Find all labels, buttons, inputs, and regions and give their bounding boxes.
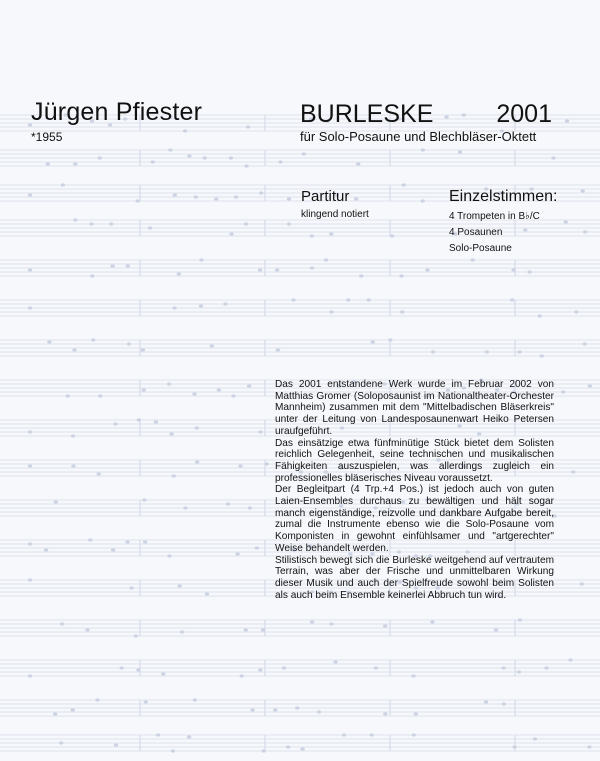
note-head [226,502,230,505]
note-head [273,708,277,711]
note-head [458,150,462,153]
note-head [91,338,95,341]
note-head [502,702,506,705]
note-head [302,152,306,155]
note-head [401,183,405,186]
note-head [113,422,117,425]
note-head [178,584,182,587]
note-head [399,274,403,277]
note-head [95,698,99,701]
description-paragraph: Der Begleitpart (4 Trp.+4 Pos.) ist jedoch auch von guten Laien-Ensembles durchaus zu bewältigen und hält sogar manch eigenständige, reizvolle und dankbare Aufgabe bereit, zumal die Instrumente ebenso wie die Solo-Posaune vom Komponisten in gewohnt einfühlsamer und "artgerechter" Weise behandelt werden. [275,484,554,554]
note-head [374,666,378,669]
parts-list [449,209,557,257]
note-head [88,538,92,541]
note-head [169,432,173,435]
note-head [199,258,203,261]
note-head [317,710,321,713]
note-head [203,156,207,159]
note-head [333,660,337,663]
note-head [583,342,587,345]
note-head [136,668,140,671]
note-head [561,390,565,393]
note-head [195,426,199,429]
note-head [71,434,75,437]
note-head [97,472,101,475]
note-head [568,658,572,661]
note-head [574,310,578,313]
note-head [295,706,299,709]
note-head [411,674,415,677]
note-head [73,162,77,165]
note-head [47,340,51,343]
description-paragraph: Das 2001 entstandene Werk wurde im Februar 2002 von Matthias Gromer (Soloposaunist im Nationaltheater-Orchester Mannheim) zusammen mit dem "Mittelbadischen Bläserkreis" unter der Leitung von Landesposaunenwart Heiko Petersen uraufgeführt. [275,379,554,437]
note-head [538,314,542,317]
title-row [300,100,552,128]
note-head [143,540,147,543]
parts-block [449,187,557,257]
note-head [250,708,254,711]
note-head [329,622,333,625]
note-head [110,264,114,267]
note-head [300,747,304,750]
note-head [564,220,568,223]
note-head [501,666,505,669]
note-head [234,195,238,198]
note-head [512,745,516,748]
note-head [527,270,531,273]
note-head [187,735,191,738]
parts-item: 4 Trompeten in B♭/C [449,211,540,222]
note-head [72,348,76,351]
note-head [258,668,262,671]
note-head [485,350,489,353]
note-head [282,666,286,669]
note-head [544,666,548,669]
note-head [310,620,314,623]
note-head [346,298,350,301]
note-head [258,430,262,433]
note-head [53,712,57,715]
note-head [187,154,191,157]
note-head [565,119,569,122]
note-head [125,540,129,543]
note-head [28,430,32,433]
note-head [262,749,266,752]
note-head [571,470,575,473]
note-head [161,672,165,675]
note-head [144,700,148,703]
note-head [28,542,32,545]
partitur-note: klingend notiert [301,209,369,220]
note-head [71,708,75,711]
note-head [240,674,244,677]
note-head [414,712,418,715]
note-head [324,258,328,261]
note-head [134,634,138,637]
note-head [430,620,434,623]
work-year: 2001 [496,100,552,128]
note-head [141,348,145,351]
composer-birth-year: *1955 [31,130,63,144]
note-head [369,733,373,736]
note-head [286,745,290,748]
note-head [156,733,160,736]
note-head [180,630,184,633]
note-head [173,193,177,196]
composer-block [31,97,202,144]
note-head [210,344,214,347]
note-head [329,232,333,235]
note-head [46,162,50,165]
note-head [310,266,314,269]
note-head [511,268,515,271]
note-head [98,394,102,397]
note-head [192,392,196,395]
note-head [291,298,295,301]
note-head [431,350,435,353]
note-head [390,234,394,237]
note-head [494,628,498,631]
title-block [300,100,552,144]
note-head [259,191,263,194]
note-head [28,268,32,271]
note-head [287,197,291,200]
parts-item: 4 Posaunen [449,227,503,238]
note-head [54,500,58,503]
note-head [400,310,404,313]
note-head [383,712,387,715]
note-head [278,160,282,163]
note-head [540,354,544,357]
description-text [275,379,554,601]
note-head [587,745,591,748]
note-head [231,394,235,397]
note-head [183,506,187,509]
note-head [244,164,248,167]
note-head [421,199,425,202]
note-head [248,506,252,509]
note-head [583,230,587,233]
note-head [171,749,175,752]
note-head [168,148,172,151]
note-head [28,306,32,309]
note-head [194,195,198,198]
note-head [421,148,425,151]
note-head [276,348,280,351]
note-head [533,737,537,740]
note-head [342,733,346,736]
note-head [551,156,555,159]
note-head [28,674,32,677]
note-head [177,272,181,275]
partitur-title: Partitur [301,188,350,205]
note-head [229,156,233,159]
note-head [85,628,89,631]
parts-item: Solo-Posaune [449,243,512,254]
note-head [425,268,429,271]
note-head [223,302,227,305]
note-head [287,222,291,225]
note-head [517,350,521,353]
note-head [193,698,197,701]
note-head [359,274,363,277]
note-head [142,498,146,501]
note-head [89,222,93,225]
note-head [371,340,375,343]
note-head [60,622,64,625]
work-title: BURLESKE [300,100,434,128]
note-head [73,218,77,221]
note-head [383,624,387,627]
note-head [167,382,171,385]
description-paragraph: Stilistisch bewegt sich die Burleske weitgehend auf vertrautem Terrain, was aber der Frische und unmittelbaren Wirkung dieser Musik und auch der Spielfreude sowohl beim Solisten als auch beim Ensemble keinerlei Abbruch tun wird. [275,554,554,601]
note-head [167,554,171,557]
note-head [172,306,176,309]
note-head [244,628,248,631]
note-head [205,592,209,595]
note-head [229,232,233,235]
note-head [310,234,314,237]
note-head [148,226,152,229]
note-head [120,666,124,669]
note-head [261,628,265,631]
note-head [137,418,141,421]
partitur-block [301,188,369,220]
note-head [367,298,371,301]
note-head [28,193,32,196]
note-head [581,189,585,192]
note-head [28,578,32,581]
note-head [412,733,416,736]
note-head [388,338,392,341]
note-head [98,156,102,159]
note-head [235,552,239,555]
note-head [329,310,333,313]
note-head [28,464,32,467]
note-head [244,222,248,225]
note-head [264,462,268,465]
note-head [258,268,262,271]
note-head [247,384,251,387]
note-head [470,258,474,261]
note-head [217,388,221,391]
parts-title: Einzelstimmen: [449,188,558,205]
note-head [142,388,146,391]
note-head [126,264,130,267]
note-head [136,199,140,202]
note-head [90,274,94,277]
note-head [151,160,155,163]
note-head [484,700,488,703]
note-head [275,268,279,271]
note-head [510,298,514,301]
note-head [154,420,158,423]
note-head [44,548,48,551]
composer-name: Jürgen Pfiester [31,98,203,126]
note-head [195,460,199,463]
work-subtitle: für Solo-Posaune und Blechbläser-Oktett [300,129,537,144]
note-head [59,741,63,744]
note-head [580,582,584,585]
note-head [66,394,70,397]
note-head [127,342,131,345]
note-head [255,546,259,549]
note-head [71,464,75,467]
note-head [61,183,65,186]
description-paragraph: Das einsätzige etwa fünfminütige Stück bietet dem Solisten reichlich Gelegenheit, seine technischen und musikalischen Fähigkeiten auszuspielen, was allerdings zugleich ein professionelles bläserisches Niveau voraussetzt. [275,437,554,484]
note-head [199,304,203,307]
note-head [588,384,592,387]
note-head [129,586,133,589]
note-head [114,743,118,746]
note-head [172,474,176,477]
note-head [518,618,522,621]
note-head [356,162,360,165]
note-head [517,670,521,673]
note-head [111,548,115,551]
note-head [246,125,250,128]
note-head [214,197,218,200]
note-head [109,222,113,225]
note-head [238,464,242,467]
